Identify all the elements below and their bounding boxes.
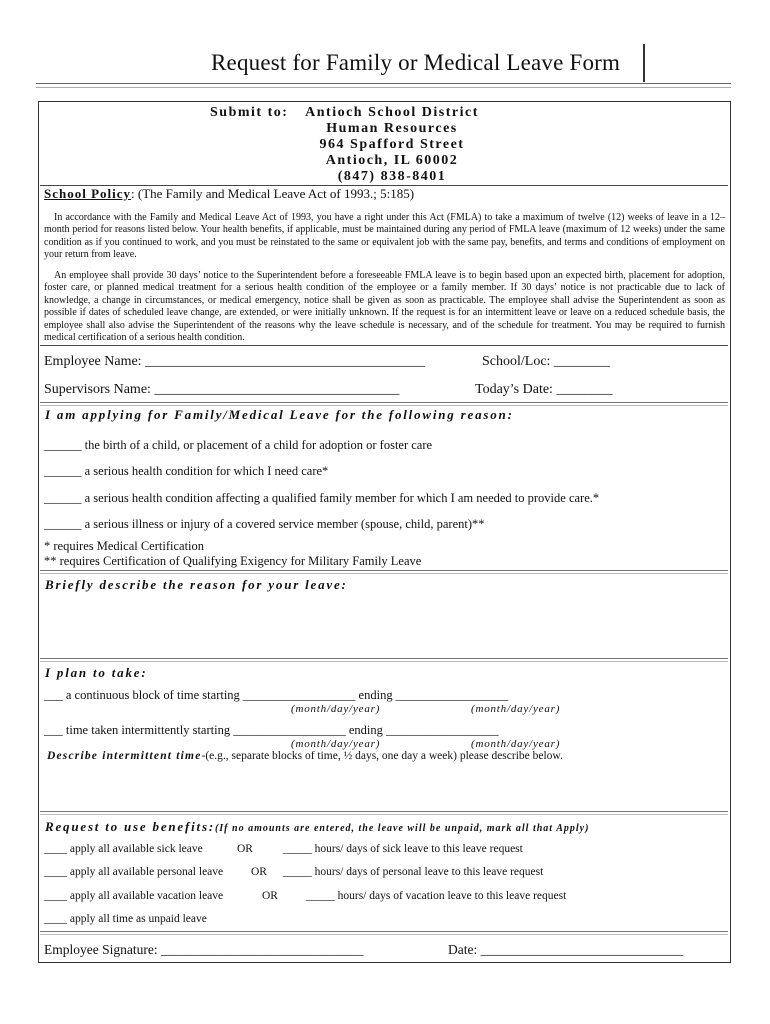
note-military-certification: ** requires Certification of Qualifying Exigency for Military Family Leave	[44, 554, 422, 568]
page-title: Request for Family or Medical Leave Form	[211, 50, 621, 75]
end-date-hint: (month/day/year)	[471, 738, 561, 750]
plan-heading: I plan to take:	[45, 665, 148, 680]
benefit-vacation-all[interactable]: ____ apply all available vacation leave	[44, 890, 224, 902]
benefits-header	[45, 818, 589, 836]
employee-name-field[interactable]: Employee Name: ________________________________________	[44, 354, 426, 369]
note-medical-certification: * requires Medical Certification	[44, 539, 205, 553]
benefit-sick-or: OR	[237, 843, 253, 855]
divider	[40, 658, 728, 662]
reason-heading: I am applying for Family/Medical Leave for the following reason:	[45, 407, 514, 422]
title-divider	[643, 44, 645, 82]
reason-option-own-health[interactable]: ______ a serious health condition for which I need care*	[44, 464, 329, 478]
school-policy-label: School Policy	[44, 186, 132, 201]
start-date-hint: (month/day/year)	[291, 738, 381, 750]
describe-intermittent-text: -(e.g., separate blocks of time, ½ days, one day a week) please describe below.	[201, 750, 563, 762]
describe-intermittent-area[interactable]	[44, 768, 724, 808]
continuous-block-field[interactable]: ___ a continuous block of time starting __________________ ending __________________	[44, 688, 509, 702]
todays-date-field[interactable]: Today’s Date: ________	[475, 382, 613, 397]
divider	[40, 345, 728, 346]
divider	[40, 811, 728, 815]
signature-date-field[interactable]: Date: ______________________________	[448, 942, 684, 957]
divider	[40, 931, 728, 935]
submit-line-district: Antioch School District	[305, 105, 479, 120]
policy-paragraph-2: An employee shall provide 30 days’ notice to the Superintendent before a foreseeable FMLA leave is to begin based upon an expected birth, placement for adoption, foster care, or planned medical treatment for a serious health condition of the employee or a family member. If 30 days’ notice is not practicable due to lack of knowledge, a change in circumstances, or medical emergency, notice shall be given as soon as practicable. The employee shall advise the Superintendent as soon as possible if dates of scheduled leave change, are extended, or were initially unknown. If the request is for an intermittent leave or leave on a reduced schedule basis, the employee shall also advise the Superintendent of the reasons why the leave schedule is necessary, and of the schedule for treatment. You may be required to furnish medical certification of a serious health condition.	[44, 270, 725, 344]
submit-line-street: 964 Spafford Street	[319, 137, 465, 152]
describe-reason-area[interactable]	[44, 598, 724, 654]
divider	[40, 402, 728, 406]
benefit-sick-hours[interactable]: _____ hours/ days of sick leave to this leave request	[283, 843, 523, 855]
benefit-vacation-hours[interactable]: _____ hours/ days of vacation leave to this leave request	[306, 890, 567, 902]
employee-signature-field[interactable]: Employee Signature: ______________________________	[44, 942, 364, 957]
benefit-personal-hours[interactable]: _____ hours/ days of personal leave to this leave request	[283, 866, 544, 878]
describe-intermittent-label: Describe intermittent time	[47, 750, 202, 762]
school-policy	[44, 186, 414, 202]
school-loc-field[interactable]: School/Loc: ________	[482, 354, 610, 369]
benefit-unpaid[interactable]: ____ apply all time as unpaid leave	[44, 913, 207, 925]
divider	[40, 570, 728, 574]
reason-option-birth[interactable]: ______ the birth of a child, or placement of a child for adoption or foster care	[44, 438, 433, 452]
supervisors-name-field[interactable]: Supervisors Name: ___________________________________	[44, 382, 400, 397]
submit-line-department: Human Resources	[326, 121, 458, 136]
start-date-hint: (month/day/year)	[291, 703, 381, 715]
submit-line-city: Antioch, IL 60002	[325, 153, 459, 168]
benefits-heading: Request to use benefits:	[45, 819, 215, 834]
title-rule	[36, 83, 731, 88]
benefit-personal-or: OR	[251, 866, 267, 878]
benefit-sick-all[interactable]: ____ apply all available sick leave	[44, 843, 203, 855]
end-date-hint: (month/day/year)	[471, 703, 561, 715]
submit-line-phone: (847) 838-8401	[337, 169, 447, 184]
describe-heading: Briefly describe the reason for your leave:	[45, 577, 348, 592]
reason-option-service-member[interactable]: ______ a serious illness or injury of a covered service member (spouse, child, parent)**	[44, 517, 485, 531]
describe-intermittent	[47, 750, 563, 762]
intermittent-field[interactable]: ___ time taken intermittently starting __________________ ending __________________	[44, 723, 499, 737]
reason-option-family-health[interactable]: ______ a serious health condition affecting a qualified family member for which I am needed to provide care.*	[44, 491, 600, 505]
benefits-note: (If no amounts are entered, the leave will be unpaid, mark all that Apply)	[214, 823, 590, 834]
benefit-vacation-or: OR	[262, 890, 278, 902]
school-policy-text: : (The Family and Medical Leave Act of 1993.; 5:185)	[131, 186, 415, 201]
policy-paragraph-1: In accordance with the Family and Medical Leave Act of 1993, you have a right under this Act (FMLA) to take a maximum of twelve (12) weeks of leave in a 12–month period for reasons listed below. Your health benefits, if applicable, must be maintained during any period of FMLA leave (maximum of 12 weeks) under the same condition as if you continued to work, and you must be reinstated to the same or equivalent job with the same pay, benefits, and terms and conditions of employment on your return from leave.	[44, 212, 725, 261]
benefit-personal-all[interactable]: ____ apply all available personal leave	[44, 866, 224, 878]
submit-to-label: Submit to:	[210, 105, 289, 120]
